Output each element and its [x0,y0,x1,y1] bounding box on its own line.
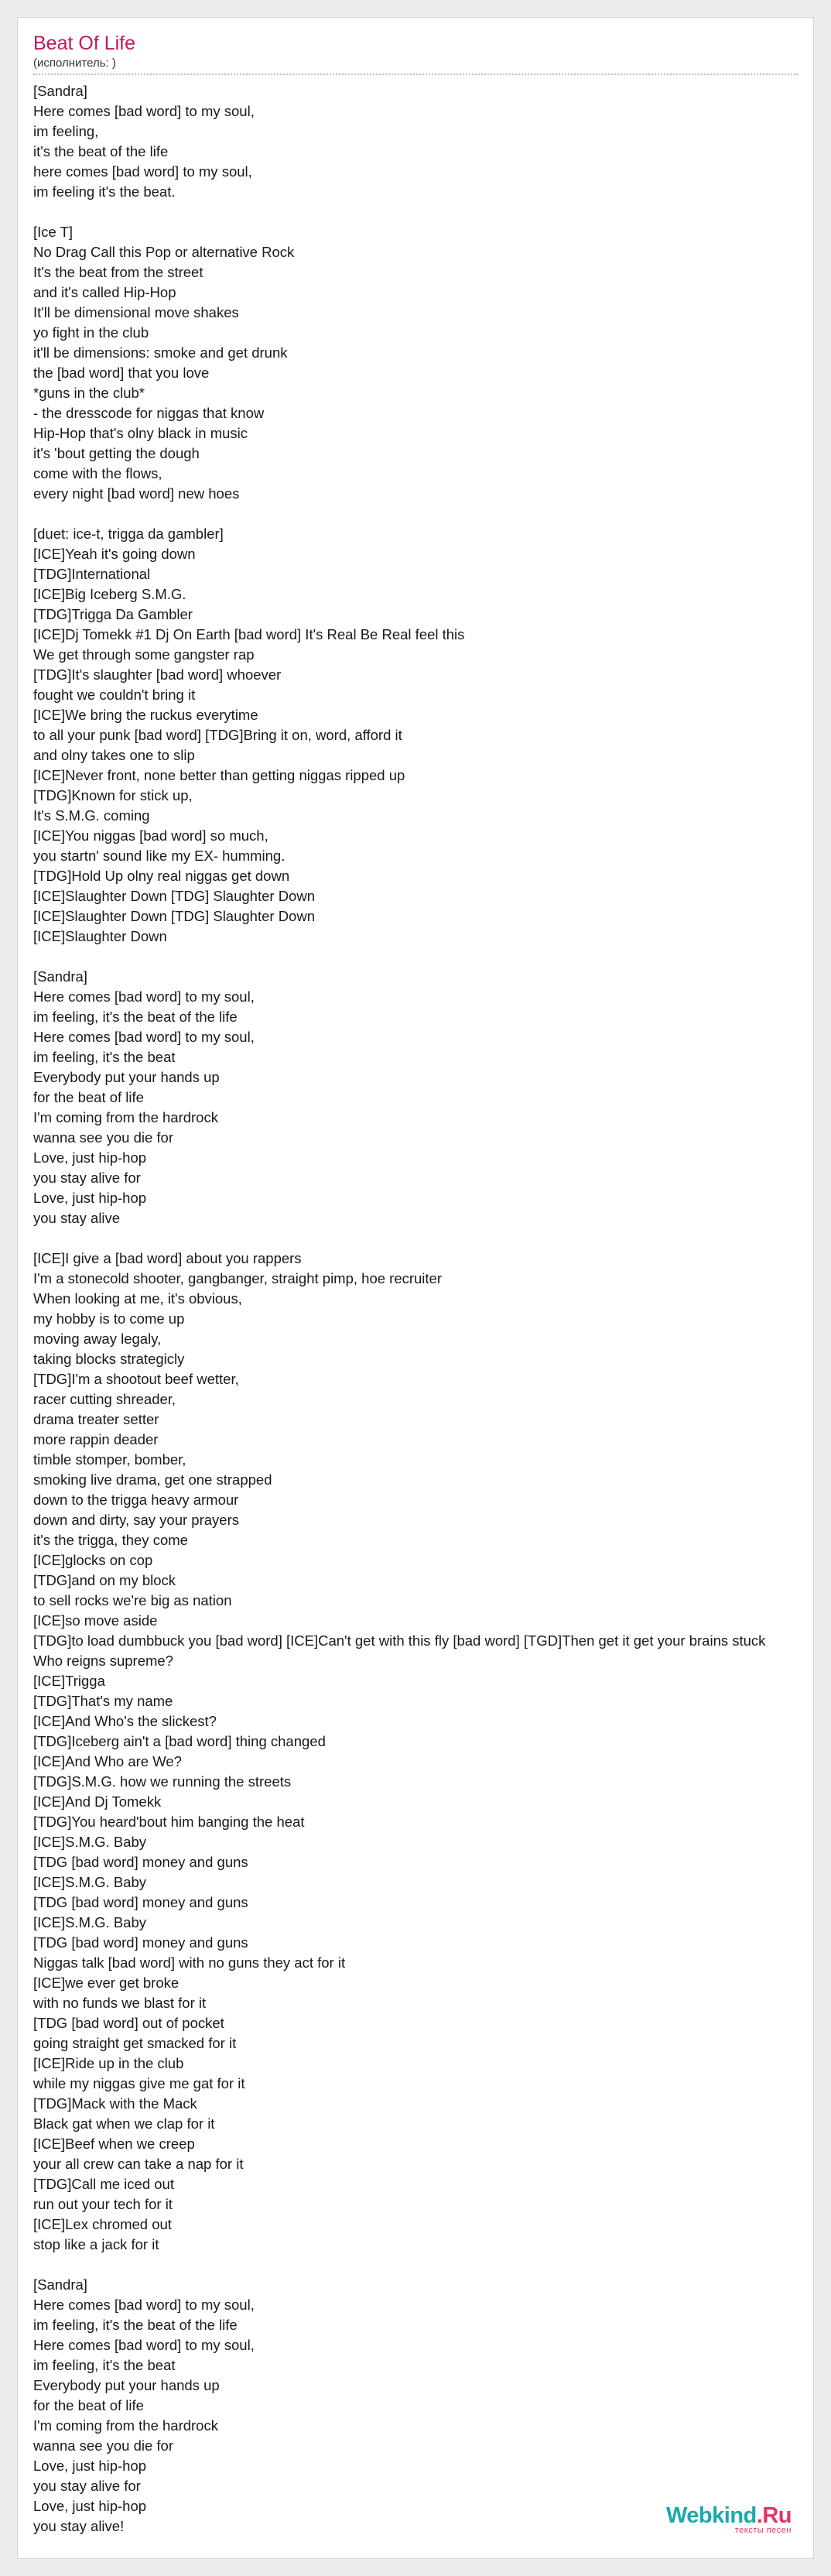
lyric-line: you stay alive for [33,1170,141,1186]
lyric-line: [TDG]International [33,566,151,582]
song-title: Beat Of Life [33,33,136,54]
lyric-line: I'm coming from the hardrock [33,1109,218,1125]
lyric-line: [TDG]Known for stick up, [33,787,193,803]
lyric-line: - the dresscode for niggas that know [33,405,265,421]
lyric-line: [ICE]I give a [bad word] about you rappers [33,1250,302,1266]
lyric-line: run out your tech for it [33,2196,173,2212]
lyric-line: [ICE]Slaughter Down [TDG] Slaughter Down [33,908,315,924]
song-artist: (исполнитель: ) [33,57,116,70]
lyric-line: with no funds we blast for it [33,1995,207,2011]
lyric-line: [ICE]Big Iceberg S.M.G. [33,586,186,602]
logo-wordmark [666,2504,792,2527]
lyric-line: the [bad word] that you love [33,365,210,381]
lyric-line: here comes [bad word] to my soul, [33,163,252,180]
lyric-line: down and dirty, say your prayers [33,1512,239,1528]
lyric-line: [ICE]Never front, none better than getting niggas ripped up [33,767,405,783]
lyric-line: for the beat of life [33,1089,144,1105]
lyric-line: down to the trigga heavy armour [33,1492,239,1508]
lyric-line: yo fight in the club [33,324,149,341]
lyric-line: Hip-Hop that's olny black in music [33,425,248,441]
lyric-line: [ICE]glocks on cop [33,1552,153,1568]
lyric-line: im feeling, it's the beat of the life [33,1009,238,1025]
lyric-line: [TDG]It's slaughter [bad word] whoever [33,666,282,683]
lyric-line: moving away legaly, [33,1331,162,1347]
lyric-line: [TDG]Call me iced out [33,2176,174,2192]
lyric-line: drama treater setter [33,1411,159,1427]
lyric-line: come with the flows, [33,465,162,481]
lyric-line: Niggas talk [bad word] with no guns they act for it [33,1954,346,1971]
lyric-line: [duet: ice-t, trigga da gambler] [33,526,224,542]
lyric-line: Here comes [bad word] to my soul, [33,2297,255,2313]
lyric-line: and olny takes one to slip [33,747,195,763]
lyric-line: [TDG]Mack with the Mack [33,2095,197,2112]
lyric-line: I'm a stonecold shooter, gangbanger, straight pimp, hoe recruiter [33,1270,443,1286]
lyric-line: [ICE]Slaughter Down [33,928,167,944]
lyric-line: every night [bad word] new hoes [33,485,240,502]
lyric-stanza [33,81,813,202]
lyric-line: [ICE]Dj Tomekk #1 Dj On Earth [bad word] It's Real Be Real feel this [33,626,465,642]
lyric-line: [TDG]I'm a shootout beef wetter, [33,1371,239,1387]
lyric-line: and it's called Hip-Hop [33,284,176,300]
lyric-line: smoking live drama, get one strapped [33,1471,272,1488]
lyric-line: [ICE]And Dj Tomekk [33,1793,162,1810]
lyric-stanza [33,222,813,504]
lyric-line: im feeling, it's the beat [33,2357,176,2373]
lyric-line: [ICE]And Who are We? [33,1753,182,1769]
lyric-line: fought we couldn't bring it [33,687,196,703]
lyric-line: for the beat of life [33,2397,144,2413]
lyric-line: Black gat when we clap for it [33,2115,215,2132]
lyric-line: im feeling it's the beat. [33,183,176,200]
lyric-line: [Ice T] [33,224,74,240]
lyric-line: it's 'bout getting the dough [33,445,200,461]
logo-ru: Ru [762,2503,792,2528]
lyric-line: [TDG [bad word] money and guns [33,1854,248,1870]
lyric-line: [TDG]S.M.G. how we running the streets [33,1773,292,1790]
lyric-line: Love, just hip-hop [33,2458,147,2474]
lyric-line: while my niggas give me gat for it [33,2075,245,2091]
lyric-line: [ICE]Yeah it's going down [33,546,196,562]
lyric-line: it's the trigga, they come [33,1532,188,1548]
lyric-line: you startn' sound like my EX- humming. [33,848,286,864]
lyric-line: When looking at me, it's obvious, [33,1290,242,1307]
lyric-line: Who reigns supreme? [33,1653,173,1669]
lyric-line: wanna see you die for [33,1129,174,1146]
lyric-line: [ICE]S.M.G. Baby [33,1914,146,1930]
lyric-line: [TDG]and on my block [33,1572,176,1588]
lyric-stanza [33,967,813,1228]
lyric-line: [TDG]Iceberg ain't a [bad word] thing changed [33,1733,326,1749]
lyric-line: Here comes [bad word] to my soul, [33,2337,255,2353]
logo-web: Web [665,2503,713,2528]
lyric-line: [ICE]S.M.G. Baby [33,1834,146,1850]
lyric-line: [ICE]And Who's the slickest? [33,1713,217,1729]
lyric-line: [Sandra] [33,2276,87,2293]
lyric-line: Love, just hip-hop [33,1149,147,1166]
lyric-line: my hobby is to come up [33,1310,185,1327]
lyric-line: It's S.M.G. coming [33,807,150,824]
lyric-line: [TDG [bad word] out of pocket [33,2015,224,2031]
lyric-line: to all your punk [bad word] [TDG]Bring it on, word, afford it [33,727,402,743]
lyric-line: [ICE]Ride up in the club [33,2055,184,2071]
lyric-line: Here comes [bad word] to my soul, [33,103,255,119]
lyric-line: stop like a jack for it [33,2236,159,2252]
lyric-line: it'll be dimensions: smoke and get drunk [33,344,288,361]
lyric-line: Here comes [bad word] to my soul, [33,1029,255,1045]
lyric-line: you stay alive for [33,2478,141,2494]
logo-kind: kind [712,2503,757,2528]
lyric-line: [Sandra] [33,83,87,99]
lyric-line: you stay alive! [33,2518,125,2534]
lyric-line: [TDG]Trigga Da Gambler [33,606,193,622]
lyric-line: [TDG]That's my name [33,1693,173,1709]
lyric-stanza [33,1249,813,2255]
lyric-line: [ICE]We bring the ruckus everytime [33,707,258,723]
lyric-line: [ICE]S.M.G. Baby [33,1874,146,1890]
webkind-logo[interactable] [666,2504,792,2535]
lyric-line: [ICE]we ever get broke [33,1975,180,1991]
lyric-line: [ICE]You niggas [bad word] so much, [33,827,268,844]
lyric-line: Everybody put your hands up [33,1069,220,1085]
lyric-line: [TDG]Hold Up olny real niggas get down [33,868,290,884]
lyric-line: im feeling, it's the beat of the life [33,2317,238,2333]
lyric-line: timble stomper, bomber, [33,1451,186,1468]
lyric-line: [TDG]to load dumbbuck you [bad word] [ICE]Can't get with this fly [bad word] [TGD]Then get it get your brains stuck [33,1632,766,1649]
lyric-line: [ICE]so move aside [33,1612,158,1629]
lyric-line: [ICE]Slaughter Down [TDG] Slaughter Down [33,888,315,904]
lyric-stanza [33,524,813,947]
lyric-line: I'm coming from the hardrock [33,2417,218,2434]
lyric-line: [ICE]Trigga [33,1673,105,1689]
lyric-line: [ICE]Lex chromed out [33,2216,172,2232]
lyric-line: it's the beat of the life [33,143,169,159]
lyric-line: wanna see you die for [33,2437,174,2454]
lyric-line: It's the beat from the street [33,264,203,280]
lyric-line: to sell rocks we're big as nation [33,1592,232,1608]
lyric-line: Everybody put your hands up [33,2377,220,2393]
lyric-line: No Drag Call this Pop or alternative Rock [33,244,295,260]
lyric-line: [TDG [bad word] money and guns [33,1934,248,1951]
lyric-line: im feeling, [33,123,99,139]
logo-dot: . [756,2503,763,2528]
lyric-line: im feeling, it's the beat [33,1049,176,1065]
lyric-line: more rappin deader [33,1431,159,1447]
lyric-stanza [33,2275,813,2537]
lyric-line: [ICE]Beef when we creep [33,2136,195,2152]
lyric-line: It'll be dimensional move shakes [33,304,239,320]
song-header [33,32,798,70]
lyric-line: your all crew can take a nap for it [33,2156,244,2172]
lyric-line: Love, just hip-hop [33,1190,147,1206]
lyric-line: [Sandra] [33,968,87,985]
lyric-line: [TDG [bad word] money and guns [33,1894,248,1910]
lyric-line: taking blocks strategicly [33,1351,185,1367]
lyric-line: [TDG]You heard'bout him banging the heat [33,1814,305,1830]
header-divider [33,74,798,75]
lyric-line: *guns in the club* [33,385,145,401]
lyric-line: Here comes [bad word] to my soul, [33,988,255,1005]
lyric-line: racer cutting shreader, [33,1391,176,1407]
lyric-line: We get through some gangster rap [33,646,255,663]
lyrics-body [33,81,813,2537]
lyric-line: Love, just hip-hop [33,2498,147,2514]
lyrics-card [17,17,814,2559]
lyric-line: going straight get smacked for it [33,2035,237,2051]
lyric-line: you stay alive [33,1210,121,1226]
logo-tagline: тексты песен [734,2526,792,2535]
